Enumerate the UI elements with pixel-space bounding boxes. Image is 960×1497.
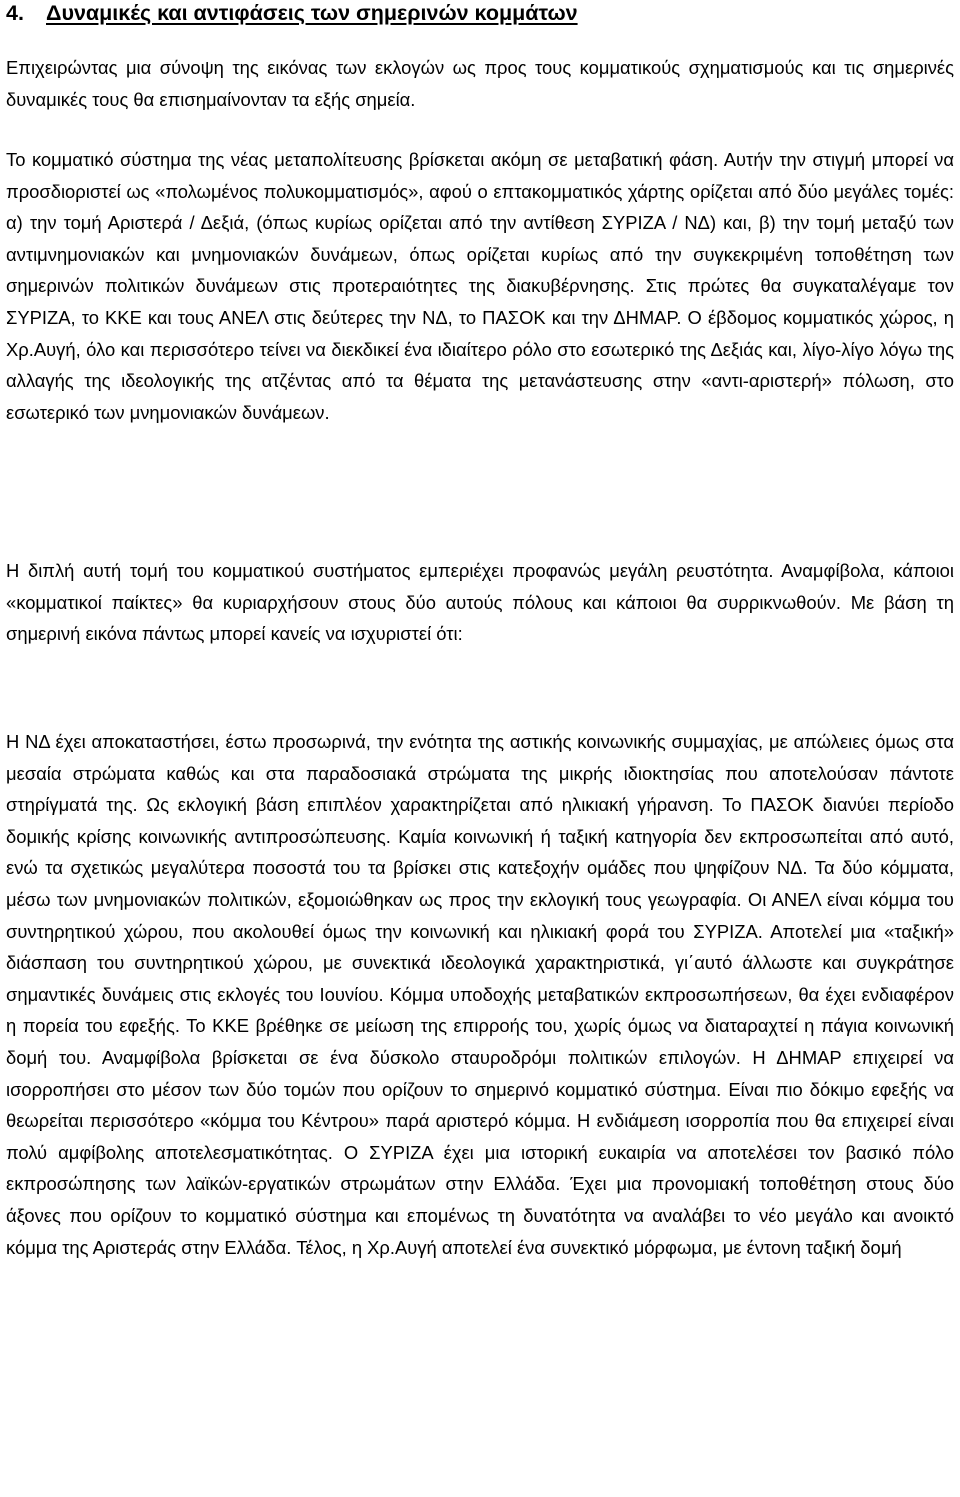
section-title: Δυναμικές και αντιφάσεις των σημερινών κομμάτων — [46, 1, 578, 25]
paragraph-fluidity: Η διπλή αυτή τομή του κομματικού συστήματος εμπεριέχει προφανώς μεγάλη ρευστότητα. Αναμφίβολα, κάποιοι «κομματικοί παίκτες» θα κυριαρχήσουν στους δύο αυτούς πόλους και κάποιοι θα συρρικνωθούν. Με βάση τη σημερινή εικόνα πάντως μπορεί κανείς να ισχυριστεί ότι: — [6, 560, 954, 645]
section-heading — [6, 0, 946, 26]
paragraph-intro: Επιχειρώντας μια σύνοψη της εικόνας των εκλογών ως προς τους κομματικούς σχηματισμούς και τις σημερινές δυναμικές τους θα επισημαίνονταν τα εξής σημεία. — [6, 57, 954, 110]
paragraph-party-system: Το κομματικό σύστημα της νέας μεταπολίτευσης βρίσκεται ακόμη σε μεταβατική φάση. Αυτήν την στιγμή μπορεί να προσδιοριστεί ως «πολωμένος πολυκομματισμός», αφού ο επτακομματικός χάρτης ορίζεται από δύο μεγάλες τομές: α) την τομή Αριστερά / Δεξιά, (όπως κυρίως ορίζεται από την αντίθεση ΣΥΡΙΖΑ / ΝΔ) και, β) την τομή μεταξύ των αντιμνημονιακών και μνημονιακών δυνάμεων, όπως ορίζεται κυρίως από την συγκεκριμένη τοποθέτηση των σημερινών πολιτικών δυνάμεων στις προτεραιότητες της διακυβέρνησης. Στις πρώτες θα συγκαταλέγαμε τον ΣΥΡΙΖΑ, το ΚΚΕ και τους ΑΝΕΛ στις δεύτερες την ΝΔ, το ΠΑΣΟΚ και την ΔΗΜΑΡ. Ο έβδομος κομματικός χώρος, η Χρ.Αυγή, όλο και περισσότερο τείνει να διεκδικεί ένα ιδιαίτερο ρόλο στο εσωτερικό της Δεξιάς και, λίγο-λίγο λόγω της αλλαγής της ιδεολογικής της ατζέντας από τα θέματα της μετανάστευσης στην «αντι-αριστερή» πόλωση, στο εσωτερικό των μνημονιακών δυνάμεων. — [6, 149, 954, 423]
section-number: 4. — [6, 1, 24, 25]
paragraph-party-analysis: Η ΝΔ έχει αποκαταστήσει, έστω προσωρινά, την ενότητα της αστικής κοινωνικής συμμαχίας, με απώλειες όμως στα μεσαία στρώματα καθώς και στα παραδοσιακά στρώματα της μικρής ιδιοκτησίας που αποτελούσαν πάντοτε στηρίγματά της. Ως εκλογική βάση επιπλέον χαρακτηρίζεται από ηλικιακή γήρανση. Το ΠΑΣΟΚ διανύει περίοδο δομικής κρίσης κοινωνικής αντιπροσώπευσης. Καμία κοινωνική ή ταξική κατηγορία δεν εκπροσωπείται από αυτό, ενώ τα σχετικώς μεγαλύτερα ποσοστά του τα βρίσκει στις κατεξοχήν ομάδες που ψηφίζουν ΝΔ. Τα δύο κόμματα, μέσω των μνημονιακών πολιτικών, εξομοιώθηκαν ως προς την εκλογική τους γεωγραφία. Οι ΑΝΕΛ είναι κόμμα του συντηρητικού χώρου, που ακολουθεί όμως την κοινωνική και ηλικιακή φορά του ΣΥΡΙΖΑ. Αποτελεί μια «ταξική» διάσπαση του συντηρητικού χώρου, με συνεκτικά ιδεολογικά χαρακτηριστικά, γι΄αυτό άλλωστε και συγκράτησε σημαντικές δυνάμεις στις εκλογές του Ιουνίου. Κόμμα υποδοχής μεταβατικών εκπροσωπήσεων, θα έχει ενδιαφέρον η πορεία του εφεξής. Το ΚΚΕ βρέθηκε σε μείωση της επιρροής του, χωρίς όμως να διαταραχτεί η πάγια κοινωνική δομή του. Αναμφίβολα βρίσκεται σε ένα δύσκολο σταυροδρόμι πολιτικών επιλογών. Η ΔΗΜΑΡ επιχειρεί να ισορροπήσει στο μέσον των δύο τομών που ορίζουν το σημερινό κομματικό σύστημα. Είναι πιο δόκιμο εφεξής να θεωρείται περισσότερο «κόμμα του Κέντρου» παρά αριστερό κόμμα. Η ενδιάμεση ισορροπία που θα επιχειρεί είναι πολύ αμφίβολης αποτελεσματικότητας. Ο ΣΥΡΙΖΑ έχει μια ιστορική ευκαιρία να αποτελέσει τον βασικό πόλο εκπροσώπησης των λαϊκών-εργατικών στρωμάτων στην Ελλάδα. Έχει μια προνομιακή τοποθέτηση στους δύο άξονες που ορίζουν το κομματικό σύστημα και επομένως τη δυνατότητα να αναλάβει το νέο μεγάλο και ανοικτό κόμμα της Αριστεράς στην Ελλάδα. Τέλος, η Χρ.Αυγή αποτελεί ένα συνεκτικό μόρφωμα, με έντονη ταξική δομή — [6, 731, 954, 1258]
